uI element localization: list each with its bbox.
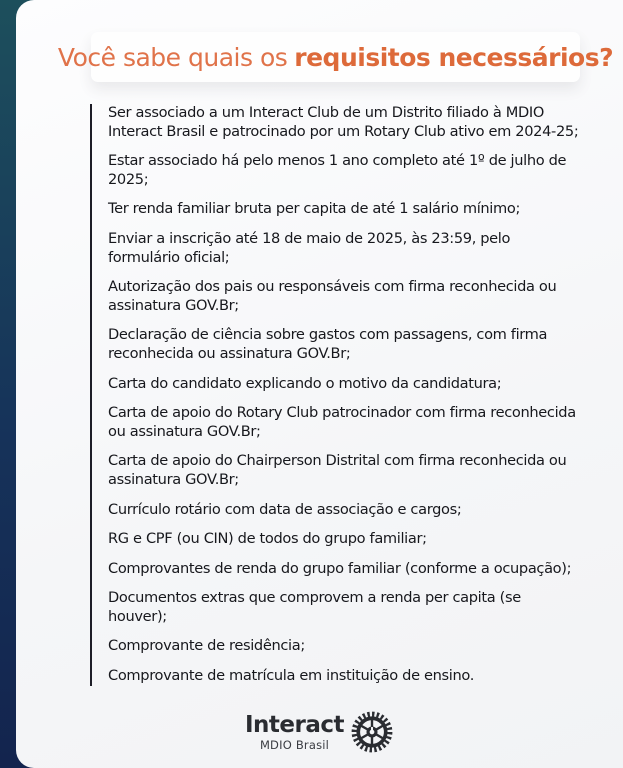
requirement-item: Autorização dos pais ou responsáveis com firma reconhecida ou assinatura GOV.Br; xyxy=(108,278,557,314)
page-title-emphasis: requisitos necessários? xyxy=(294,42,614,72)
requirement-item: Ser associado a um Interact Club de um Distrito filiado à MDIO Interact Brasil e patrocinado por um Rotary Club ativo em 2024-25; xyxy=(108,104,579,140)
logo-sub-text: MDIO Brasil xyxy=(259,737,330,752)
requirement-item: RG e CPF (ou CIN) de todos do grupo familiar; xyxy=(108,530,427,548)
requirements-list xyxy=(90,104,582,686)
requirement-item: Estar associado há pelo menos 1 ano completo até 1º de julho de 2025; xyxy=(108,152,567,188)
requirement-item: Comprovantes de renda do grupo familiar (conforme a ocupação); xyxy=(108,559,572,577)
requirement-item: Declaração de ciência sobre gastos com passagens, com firma reconhecida ou assinatura GOV.Br; xyxy=(108,326,548,362)
requirement-item: Currículo rotário com data de associação e cargos; xyxy=(108,500,462,518)
interact-mdio-logo xyxy=(245,710,394,754)
page-title: Você sabe quais os xyxy=(57,42,288,72)
logo-text-block xyxy=(245,713,344,752)
logo-brand-text: Interact xyxy=(244,711,345,738)
requirement-item: Documentos extras que comprovem a renda per capita (se houver); xyxy=(108,589,521,625)
requirement-item: Carta de apoio do Chairperson Distrital com firma reconhecida ou assinatura GOV.Br; xyxy=(108,452,567,488)
title-banner xyxy=(57,32,614,82)
rotary-wheel-icon xyxy=(350,710,394,754)
requirement-item: Comprovante de matrícula em instituição de ensino. xyxy=(108,667,475,685)
requirement-item: Enviar a inscrição até 18 de maio de 2025, às 23:59, pelo formulário oficial; xyxy=(108,229,511,266)
requirement-item: Carta do candidato explicando o motivo da candidatura; xyxy=(108,374,502,392)
content-card xyxy=(16,0,623,768)
requirement-item: Ter renda familiar bruta per capita de até 1 salário mínimo; xyxy=(108,200,521,218)
footer xyxy=(16,710,623,754)
requirement-item: Comprovante de residência; xyxy=(108,637,305,655)
requirement-item: Carta de apoio do Rotary Club patrocinador com firma reconhecida ou assinatura GOV.Br; xyxy=(108,404,576,440)
